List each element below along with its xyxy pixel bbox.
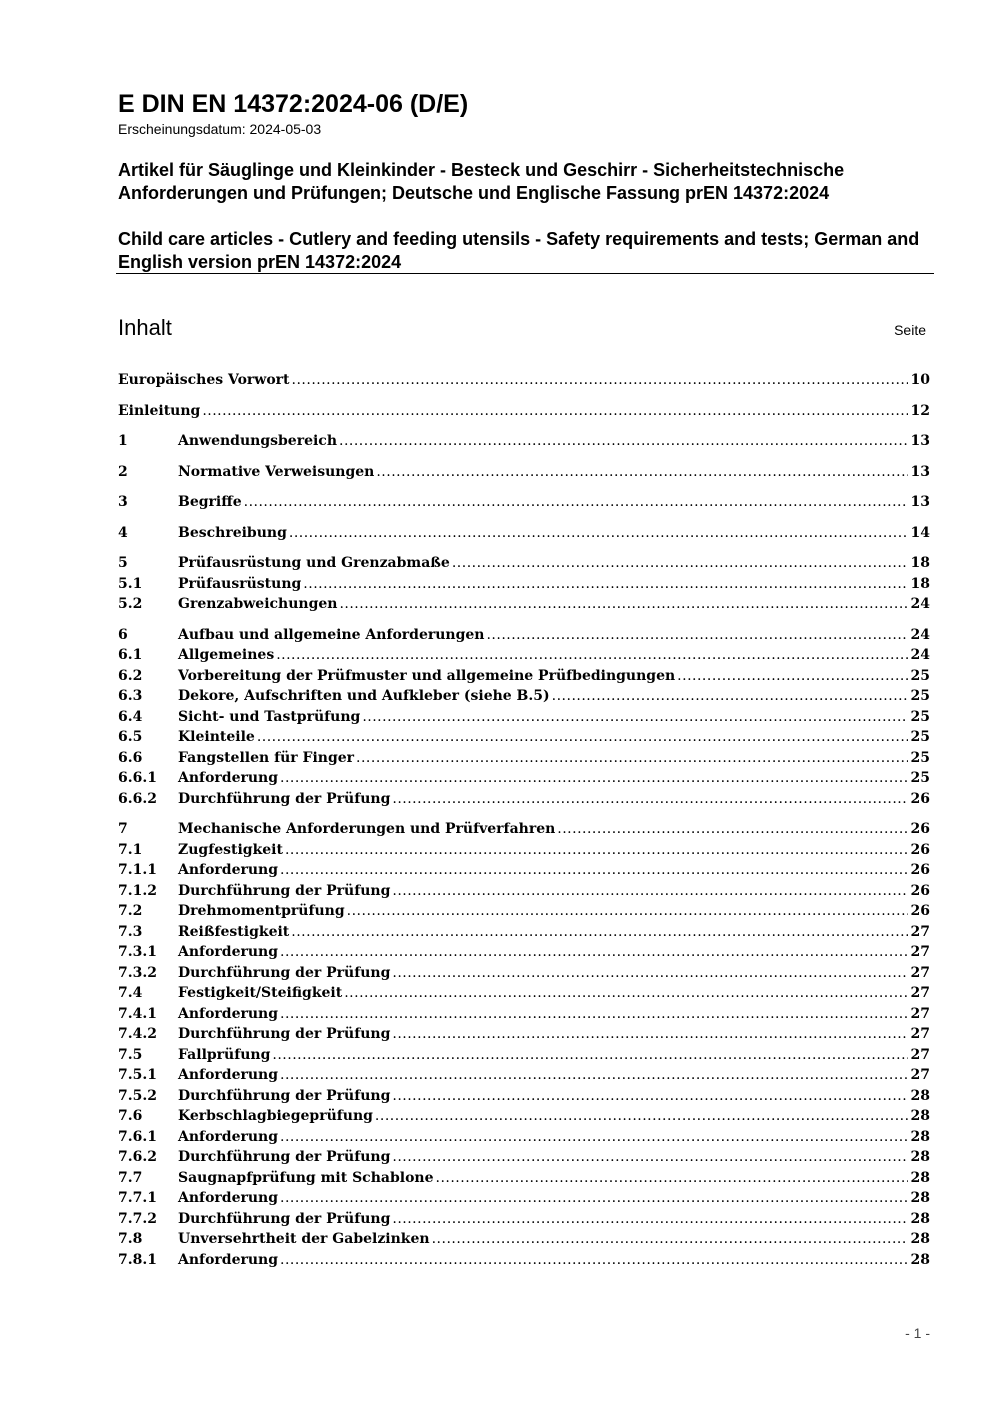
toc-entry-page: 24: [910, 596, 930, 612]
toc-dot-leader: [280, 1250, 908, 1271]
toc-entry-page: 18: [910, 575, 930, 592]
toc-entry-page: 27: [910, 923, 930, 940]
toc-dot-leader: [362, 707, 908, 728]
toc-entry-page: 13: [910, 433, 930, 449]
toc-entry-number: 6.6.2: [118, 790, 157, 807]
toc-entry[interactable]: [118, 881, 930, 902]
title-english: Child care articles - Cutlery and feeding utensils - Safety requirements and tests; German and English version prEN 14372:2024: [118, 229, 920, 272]
toc-entry[interactable]: [118, 645, 930, 666]
toc-entry[interactable]: [118, 666, 930, 687]
toc-entry-title: Anforderung: [178, 1190, 278, 1206]
toc-entry[interactable]: [118, 1168, 930, 1189]
toc-entry[interactable]: [118, 860, 930, 881]
toc-entry[interactable]: [118, 1147, 930, 1168]
toc-entry-title: Kleinteile: [178, 729, 255, 745]
toc-entry-page: 26: [910, 841, 930, 858]
toc-entry[interactable]: [118, 594, 930, 615]
toc-dot-leader: [452, 553, 908, 574]
toc-dot-leader: [280, 942, 908, 963]
toc-entry[interactable]: [118, 1209, 930, 1230]
toc-entry[interactable]: [118, 748, 930, 769]
toc-entry[interactable]: [118, 686, 930, 707]
toc-entry-number: 7.3.2: [118, 964, 157, 981]
toc-dot-leader: [392, 1024, 908, 1045]
toc-entry[interactable]: [118, 625, 930, 646]
toc-entry-number: 7.3.1: [118, 944, 157, 960]
toc-entry-number: 6.6: [118, 749, 143, 766]
toc-dot-leader: [276, 645, 908, 666]
publication-date: Erscheinungsdatum: 2024-05-03: [118, 121, 322, 137]
toc-entry-title: Reißfestigkeit: [178, 923, 290, 940]
toc-entry-page: 13: [910, 463, 930, 480]
toc-dot-leader: [392, 1209, 908, 1230]
toc-entry[interactable]: [118, 1229, 930, 1250]
toc-entry-title: Einleitung: [118, 402, 201, 419]
toc-entry-title: Durchführung der Prüfung: [178, 1149, 391, 1165]
toc-entry-number: 6.6.1: [118, 770, 157, 786]
toc-dot-leader: [280, 1188, 908, 1209]
toc-entry[interactable]: [118, 707, 930, 728]
toc-dot-leader: [292, 370, 908, 391]
toc-entry-page: 12: [910, 402, 930, 419]
toc-entry-title: Prüfausrüstung: [178, 575, 302, 592]
toc-entry-page: 28: [910, 1149, 930, 1165]
toc-entry-page: 27: [910, 944, 930, 960]
toc-entry-title: Unversehrtheit der Gabelzinken: [178, 1231, 430, 1247]
toc-entry-number: 7.5.1: [118, 1067, 157, 1083]
toc-entry-page: 28: [910, 1251, 930, 1268]
toc-entry-page: 28: [910, 1210, 930, 1227]
toc-entry-page: 25: [910, 708, 930, 725]
toc-entry[interactable]: [118, 942, 930, 963]
title-german: Artikel für Säuglinge und Kleinkinder - Besteck und Geschirr - Sicherheitstechnische Anforderungen und Prüfungen; Deutsche und Englische Fassung prEN 14372:2024: [118, 160, 845, 203]
toc-entry-number: 7: [118, 821, 128, 837]
toc-entry[interactable]: [118, 1004, 930, 1025]
toc-entry[interactable]: [118, 1250, 930, 1271]
toc-entry-page: 25: [910, 667, 930, 684]
toc-dot-leader: [376, 462, 908, 483]
toc-entry-number: 7.3: [118, 923, 143, 940]
toc-entry-number: 6.4: [118, 708, 143, 725]
toc-dot-leader: [552, 686, 908, 707]
toc-entry-title: Anforderung: [178, 1005, 278, 1022]
toc-dot-leader: [677, 666, 908, 687]
toc-dot-leader: [375, 1106, 908, 1127]
toc-entry-number: 6.5: [118, 729, 143, 745]
toc-dot-leader: [392, 789, 908, 810]
toc-entry-page: 28: [910, 1169, 930, 1186]
toc-entry-page: 26: [910, 862, 930, 878]
toc-entry-title: Saugnapfprüfung mit Schablone: [178, 1169, 434, 1186]
toc-dot-leader: [280, 1127, 908, 1148]
toc-entry-number: 7.8: [118, 1231, 143, 1247]
toc-entry-title: Europäisches Vorwort: [118, 372, 290, 388]
toc-entry-page: 27: [910, 1046, 930, 1063]
toc-dot-leader: [339, 594, 908, 615]
toc-entry-page: 25: [910, 688, 930, 704]
toc-entry-title: Sicht- und Tastprüfung: [178, 708, 361, 725]
toc-entry-number: 7.6: [118, 1108, 143, 1124]
toc-entry-page: 25: [910, 749, 930, 766]
toc-entry-number: 6.2: [118, 667, 143, 684]
toc-entry-number: 5.2: [118, 596, 143, 612]
toc-entry[interactable]: [118, 370, 930, 391]
toc-dot-leader: [356, 748, 908, 769]
toc-entry-page: 26: [910, 821, 930, 837]
toc-entry-title: Anforderung: [178, 1128, 278, 1145]
toc-entry-title: Durchführung der Prüfung: [178, 790, 391, 807]
toc-entry-page: 24: [910, 647, 930, 663]
toc-entry[interactable]: [118, 901, 930, 922]
toc-entry-title: Durchführung der Prüfung: [178, 1087, 391, 1104]
toc-entry[interactable]: [118, 574, 930, 595]
toc-entry-number: 7.1.1: [118, 862, 157, 878]
toc-entry-number: 5.1: [118, 575, 143, 592]
toc-entry-title: Allgemeines: [178, 647, 275, 663]
toc-entry[interactable]: [118, 768, 930, 789]
toc-entry-page: 13: [910, 494, 930, 510]
toc-entry-page: 26: [910, 882, 930, 899]
toc-entry-number: 7.6.1: [118, 1128, 157, 1145]
toc-entry-number: 7.7: [118, 1169, 143, 1186]
toc-entry[interactable]: [118, 1024, 930, 1045]
toc-dot-leader: [557, 819, 908, 840]
toc-entry[interactable]: [118, 963, 930, 984]
toc-entry-page: 27: [910, 1026, 930, 1042]
toc-dot-leader: [244, 492, 908, 513]
toc-dot-leader: [392, 1147, 908, 1168]
toc-page-column-label: Seite: [894, 322, 926, 338]
toc-dot-leader: [285, 840, 908, 861]
toc-entry[interactable]: [118, 819, 930, 840]
toc-entry-number: 4: [118, 524, 128, 541]
toc-entry-title: Normative Verweisungen: [178, 463, 375, 480]
document-id: E DIN EN 14372:2024-06 (D/E): [118, 90, 469, 118]
toc-entry-page: 28: [910, 1190, 930, 1206]
toc-entry-page: 28: [910, 1108, 930, 1124]
toc-entry[interactable]: [118, 553, 930, 574]
toc-entry-title: Vorbereitung der Prüfmuster und allgemeine Prüfbedingungen: [178, 667, 676, 684]
toc-entry-page: 14: [910, 524, 930, 541]
toc-entry-title: Dekore, Aufschriften und Aufkleber (siehe B.5): [178, 688, 550, 704]
toc-entry[interactable]: [118, 983, 930, 1004]
toc-dot-leader: [347, 901, 908, 922]
toc-dot-leader: [280, 768, 908, 789]
toc-dot-leader: [257, 727, 908, 748]
toc-entry-title: Anforderung: [178, 770, 278, 786]
toc-entry[interactable]: [118, 1086, 930, 1107]
toc-entry[interactable]: [118, 727, 930, 748]
toc-entry-number: 3: [118, 494, 128, 510]
toc-entry-title: Aufbau und allgemeine Anforderungen: [178, 626, 485, 643]
toc-entry[interactable]: [118, 431, 930, 452]
toc-entry-number: 7.4.2: [118, 1026, 157, 1042]
toc-dot-leader: [392, 881, 908, 902]
toc-entry-title: Anforderung: [178, 862, 278, 878]
toc-dot-leader: [344, 983, 908, 1004]
toc-entry-number: 5: [118, 555, 128, 571]
toc-dot-leader: [392, 963, 908, 984]
toc-entry-title: Fallprüfung: [178, 1046, 271, 1063]
toc-dot-leader: [303, 574, 908, 595]
toc-entry-title: Kerbschlagbiegeprüfung: [178, 1108, 373, 1124]
toc-entry-title: Zugfestigkeit: [178, 841, 283, 858]
toc-entry[interactable]: [118, 1045, 930, 1066]
toc-entry-page: 27: [910, 985, 930, 1001]
toc-dot-leader: [436, 1168, 909, 1189]
toc-entry-number: 7.1: [118, 841, 143, 858]
toc-dot-leader: [202, 401, 908, 422]
toc-entry[interactable]: [118, 1127, 930, 1148]
toc-entry-title: Beschreibung: [178, 524, 287, 541]
title-divider: [116, 273, 934, 274]
toc-entry-title: Durchführung der Prüfung: [178, 1026, 391, 1042]
toc-entry-number: 7.2: [118, 903, 143, 919]
toc-entry-title: Mechanische Anforderungen und Prüfverfahren: [178, 821, 556, 837]
toc-entry[interactable]: [118, 462, 930, 483]
toc-entry[interactable]: [118, 1106, 930, 1127]
toc-entry-page: 18: [910, 555, 930, 571]
toc-heading: Inhalt: [118, 315, 172, 340]
toc-entry[interactable]: [118, 1065, 930, 1086]
toc-entry-title: Anforderung: [178, 1067, 278, 1083]
toc-entry-title: Anwendungsbereich: [178, 433, 337, 449]
toc-entry[interactable]: [118, 492, 930, 513]
table-of-contents: [118, 370, 930, 1270]
toc-entry-title: Anforderung: [178, 944, 278, 960]
toc-entry-number: 2: [118, 463, 128, 480]
toc-dot-leader: [486, 625, 908, 646]
toc-entry[interactable]: [118, 401, 930, 422]
toc-entry-page: 25: [910, 729, 930, 745]
toc-entry[interactable]: [118, 840, 930, 861]
toc-entry-number: 7.7.2: [118, 1210, 157, 1227]
toc-entry-number: 7.5: [118, 1046, 143, 1063]
toc-dot-leader: [289, 523, 908, 544]
toc-entry-number: 7.4.1: [118, 1005, 157, 1022]
toc-entry-number: 7.7.1: [118, 1190, 157, 1206]
toc-entry-page: 27: [910, 1005, 930, 1022]
toc-dot-leader: [392, 1086, 908, 1107]
toc-dot-leader: [280, 1065, 908, 1086]
toc-entry-title: Durchführung der Prüfung: [178, 1210, 391, 1227]
toc-entry-number: 6.3: [118, 688, 143, 704]
toc-entry[interactable]: [118, 922, 930, 943]
toc-entry[interactable]: [118, 523, 930, 544]
toc-entry-number: 7.8.1: [118, 1251, 157, 1268]
toc-entry[interactable]: [118, 789, 930, 810]
toc-entry[interactable]: [118, 1188, 930, 1209]
toc-entry-number: 7.6.2: [118, 1149, 157, 1165]
toc-dot-leader: [432, 1229, 908, 1250]
toc-entry-title: Drehmomentprüfung: [178, 903, 345, 919]
toc-entry-page: 24: [910, 626, 930, 643]
toc-entry-number: 6.1: [118, 647, 143, 663]
toc-dot-leader: [272, 1045, 908, 1066]
toc-entry-number: 1: [118, 433, 128, 449]
toc-entry-number: 7.5.2: [118, 1087, 157, 1104]
toc-dot-leader: [291, 922, 908, 943]
toc-entry-page: 26: [910, 790, 930, 807]
toc-entry-title: Prüfausrüstung und Grenzabmaße: [178, 555, 450, 571]
toc-entry-page: 27: [910, 964, 930, 981]
toc-entry-title: Anforderung: [178, 1251, 278, 1268]
page-number: - 1 -: [905, 1325, 930, 1341]
toc-entry-title: Begriffe: [178, 494, 242, 510]
toc-entry-page: 28: [910, 1231, 930, 1247]
toc-entry-title: Fangstellen für Finger: [178, 749, 355, 766]
toc-entry-title: Grenzabweichungen: [178, 596, 338, 612]
toc-entry-page: 26: [910, 903, 930, 919]
toc-entry-page: 28: [910, 1087, 930, 1104]
toc-entry-page: 28: [910, 1128, 930, 1145]
toc-entry-title: Durchführung der Prüfung: [178, 964, 391, 981]
toc-entry-page: 25: [910, 770, 930, 786]
toc-entry-number: 7.4: [118, 985, 143, 1001]
toc-entry-number: 6: [118, 626, 128, 643]
toc-entry-title: Festigkeit/Steifigkeit: [178, 985, 343, 1001]
toc-dot-leader: [280, 1004, 908, 1025]
toc-dot-leader: [339, 431, 908, 452]
toc-entry-page: 27: [910, 1067, 930, 1083]
toc-entry-number: 7.1.2: [118, 882, 157, 899]
toc-entry-title: Durchführung der Prüfung: [178, 882, 391, 899]
toc-dot-leader: [280, 860, 908, 881]
toc-entry-page: 10: [910, 372, 930, 388]
